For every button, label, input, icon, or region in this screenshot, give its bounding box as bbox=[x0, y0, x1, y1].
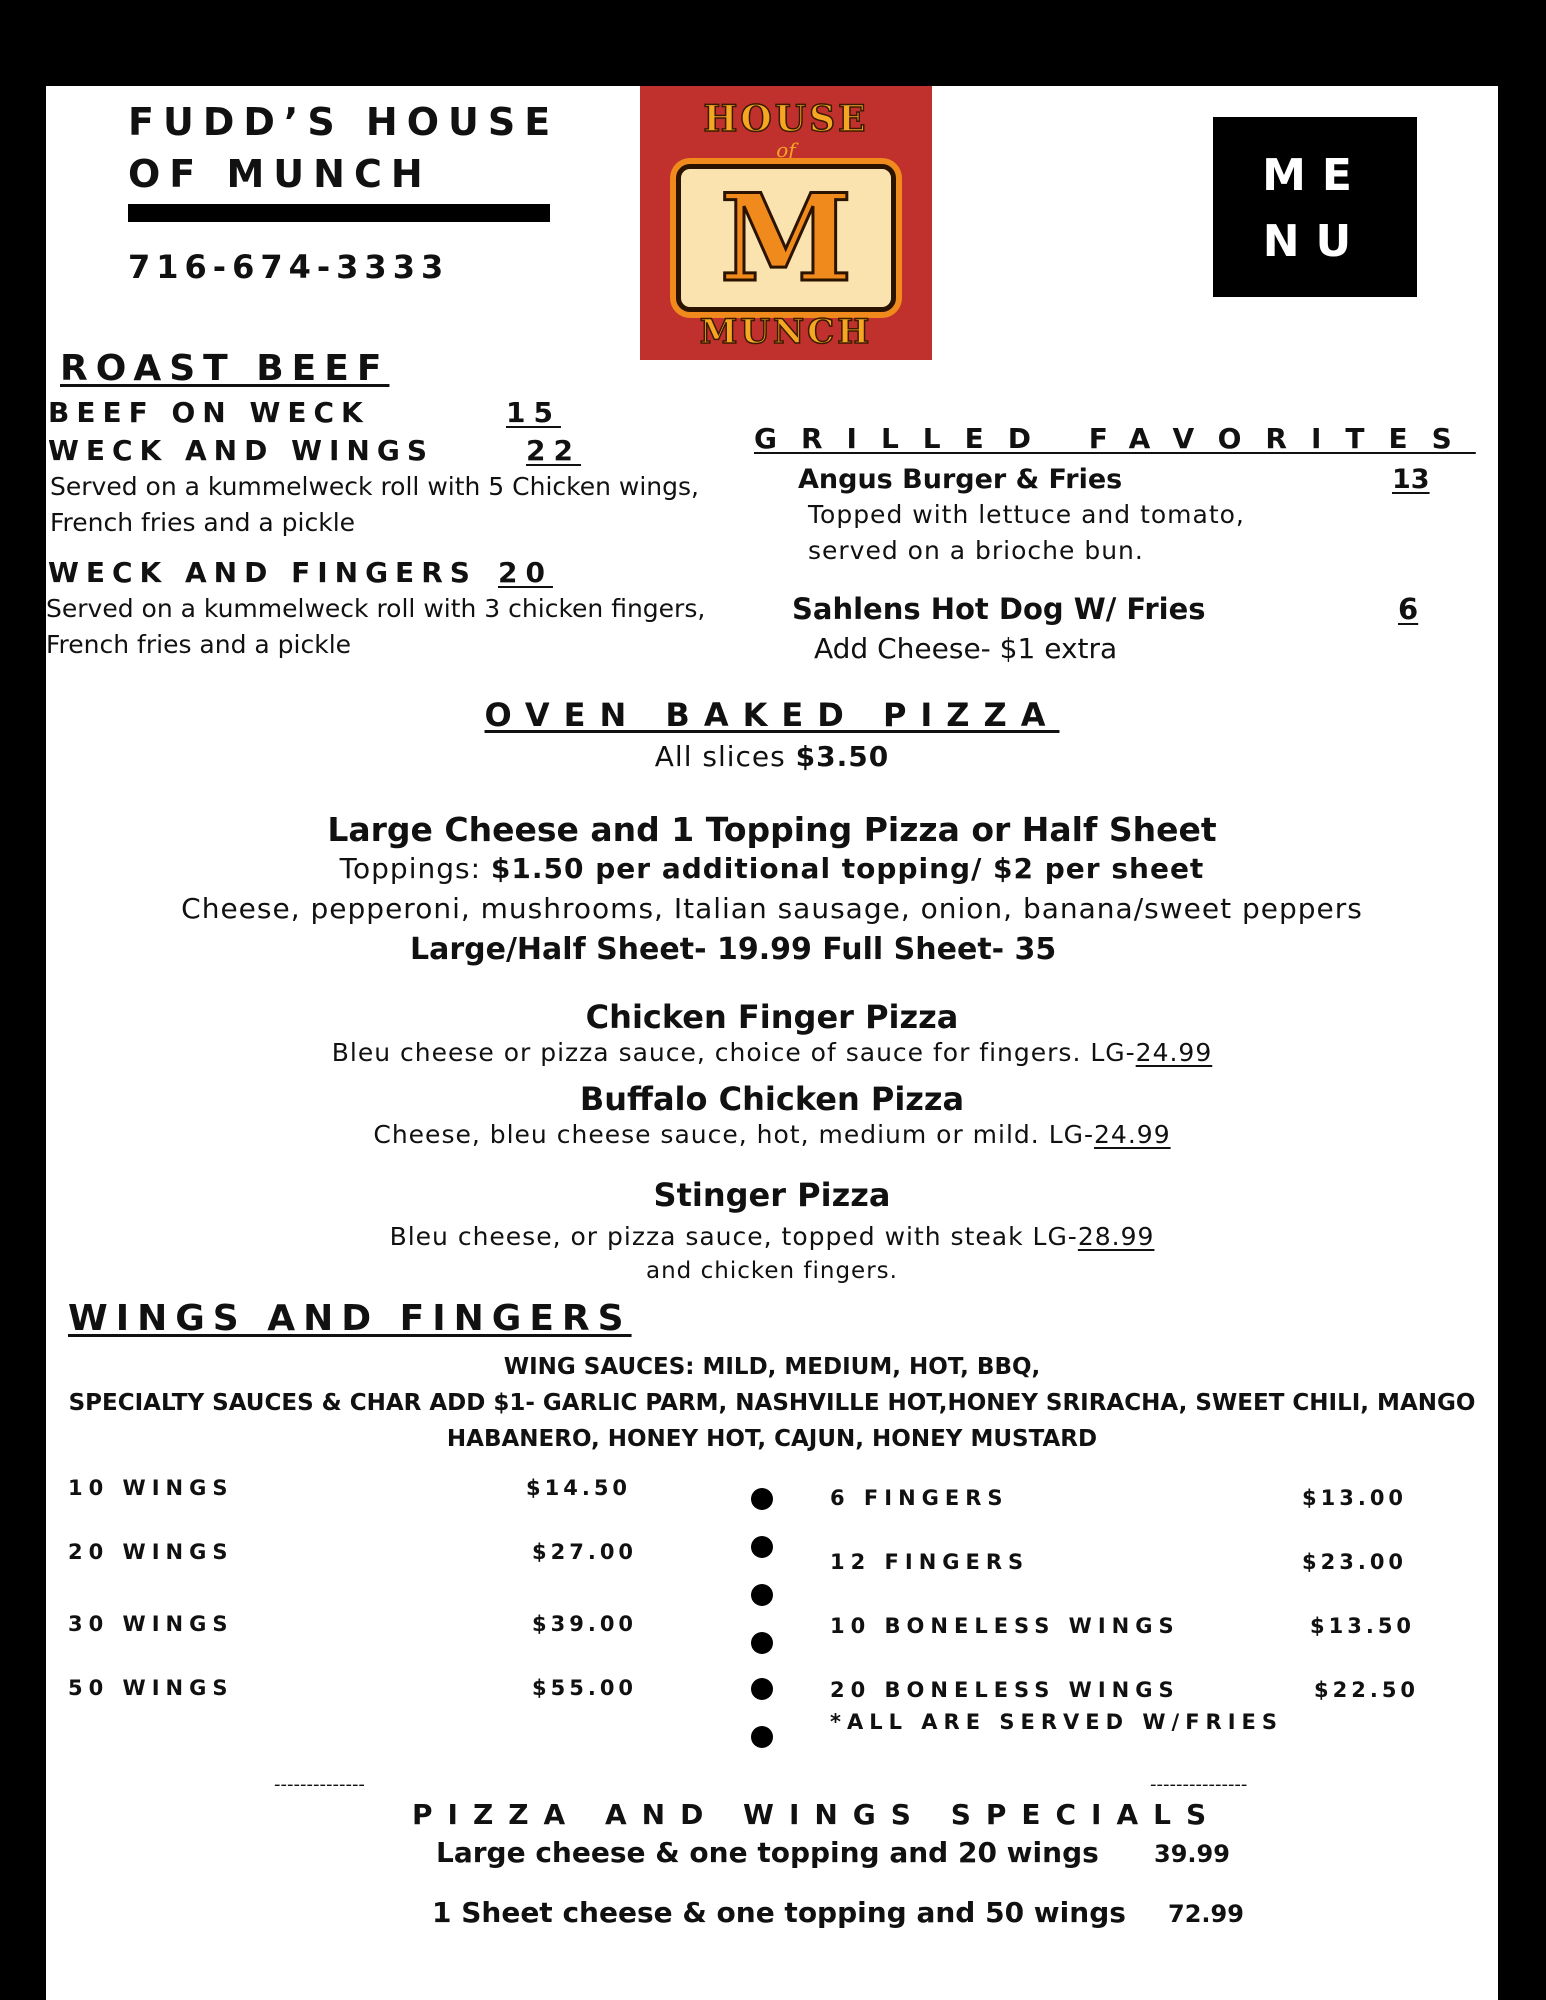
pizza-title: OVEN BAKED PIZZA bbox=[484, 696, 1060, 734]
pizza-sizes: Large/Half Sheet- 19.99 Full Sheet- 35 bbox=[410, 932, 1057, 967]
finger-item-price: $13.50 bbox=[1310, 1614, 1416, 1638]
logo-word-munch: MUNCH bbox=[699, 312, 873, 352]
wing-sauces: SPECIALTY SAUCES & CHAR ADD $1- GARLIC PARM, NASHVILLE HOT,HONEY SRIRACHA, SWEET CHILI, MANGO bbox=[68, 1390, 1476, 1416]
item-description: French fries and a pickle bbox=[46, 630, 352, 659]
item-price: 13 bbox=[1392, 464, 1430, 495]
menu-badge-line2: NU bbox=[1262, 216, 1368, 267]
item-description: French fries and a pickle bbox=[50, 508, 356, 537]
specialty-desc-text: Bleu cheese or pizza sauce, choice of sauce for fingers. LG- bbox=[331, 1038, 1136, 1067]
special-item-name: Large cheese & one topping and 20 wings bbox=[436, 1836, 1099, 1869]
wing-item-price: $55.00 bbox=[532, 1676, 638, 1700]
item-description: Served on a kummelweck roll with 5 Chicken wings, bbox=[50, 472, 699, 501]
bullet-dot bbox=[751, 1726, 773, 1748]
item-name: WECK AND WINGS bbox=[48, 434, 434, 467]
special-item-name: 1 Sheet cheese & one topping and 50 wings bbox=[432, 1896, 1126, 1929]
wing-item-name: 50 WINGS bbox=[68, 1676, 234, 1700]
roast-beef-title: ROAST BEEF bbox=[60, 348, 390, 389]
pizza-toppings bbox=[46, 852, 1498, 885]
toppings-label: Toppings: bbox=[339, 852, 491, 885]
specialty-pizza-name: Buffalo Chicken Pizza bbox=[579, 1080, 965, 1118]
divider-dashes: -------------- bbox=[274, 1774, 365, 1795]
wing-sauces: HABANERO, HONEY HOT, CAJUN, HONEY MUSTARD bbox=[446, 1426, 1098, 1452]
slices-price: $3.50 bbox=[795, 740, 890, 773]
item-name: Sahlens Hot Dog W/ Fries bbox=[792, 592, 1206, 626]
item-description: Add Cheese- $1 extra bbox=[814, 632, 1118, 665]
item-price: 20 bbox=[498, 556, 553, 589]
header-rule bbox=[128, 204, 550, 222]
logo-word-of: of bbox=[776, 138, 796, 162]
item-name: BEEF ON WECK bbox=[48, 396, 370, 429]
specialty-pizza-desc2: and chicken fingers. bbox=[646, 1258, 898, 1284]
menu-badge-line1: ME bbox=[1262, 150, 1368, 201]
specialty-pizza-name: Stinger Pizza bbox=[653, 1176, 891, 1214]
finger-item-name: 10 BONELESS WINGS bbox=[830, 1614, 1180, 1638]
logo-letter-m bbox=[676, 164, 896, 312]
house-of-munch-logo bbox=[640, 86, 932, 360]
bullet-dot bbox=[751, 1488, 773, 1510]
large-pizza-title: Large Cheese and 1 Topping Pizza or Half Sheet bbox=[327, 810, 1217, 849]
item-price: 22 bbox=[526, 434, 581, 467]
toppings-price: $1.50 per additional topping/ $2 per sheet bbox=[490, 852, 1205, 885]
item-price: 6 bbox=[1398, 592, 1419, 626]
logo-m-glyph: M bbox=[719, 168, 853, 309]
finger-item-name: 12 FINGERS bbox=[830, 1550, 1030, 1574]
bullet-dot bbox=[751, 1584, 773, 1606]
restaurant-name-line2: OF MUNCH bbox=[128, 152, 432, 196]
bullet-dot bbox=[751, 1678, 773, 1700]
item-price: 15 bbox=[506, 396, 561, 429]
specialty-price: 24.99 bbox=[1094, 1120, 1171, 1149]
slices-label: All slices bbox=[654, 740, 796, 773]
menu-badge bbox=[1213, 117, 1417, 297]
specials-title: PIZZA AND WINGS SPECIALS bbox=[412, 1798, 1222, 1831]
logo-word-house: HOUSE bbox=[703, 98, 869, 140]
menu-page bbox=[46, 86, 1498, 2000]
wing-item-name: 10 WINGS bbox=[68, 1476, 234, 1500]
wings-title: WINGS AND FINGERS bbox=[68, 1298, 632, 1339]
item-description: Served on a kummelweck roll with 3 chicken fingers, bbox=[46, 594, 706, 623]
finger-item-price: $23.00 bbox=[1302, 1550, 1408, 1574]
finger-item-name: 6 FINGERS bbox=[830, 1486, 1009, 1510]
specialty-desc-text: Bleu cheese, or pizza sauce, topped with steak LG- bbox=[389, 1222, 1078, 1251]
restaurant-name-line1: FUDD’S HOUSE bbox=[128, 100, 560, 144]
finger-item-price: $13.00 bbox=[1302, 1486, 1408, 1510]
grilled-favorites-title: GRILLED FAVORITES bbox=[754, 422, 1476, 455]
divider-dashes: --------------- bbox=[1150, 1774, 1248, 1795]
item-name: Angus Burger & Fries bbox=[798, 464, 1123, 495]
specialty-price: 24.99 bbox=[1135, 1038, 1213, 1067]
bullet-dot bbox=[751, 1632, 773, 1654]
item-description: Topped with lettuce and tomato, bbox=[808, 500, 1245, 529]
wing-item-name: 20 WINGS bbox=[68, 1540, 234, 1564]
wing-item-name: 30 WINGS bbox=[68, 1612, 234, 1636]
fries-note: *ALL ARE SERVED W/FRIES bbox=[830, 1710, 1283, 1734]
wing-item-price: $39.00 bbox=[532, 1612, 638, 1636]
finger-item-price: $22.50 bbox=[1314, 1678, 1420, 1702]
item-description: served on a brioche bun. bbox=[808, 536, 1144, 565]
finger-item-name: 20 BONELESS WINGS bbox=[830, 1678, 1180, 1702]
specialty-pizza-desc bbox=[46, 1038, 1498, 1067]
wing-sauces: WING SAUCES: MILD, MEDIUM, HOT, BBQ, bbox=[503, 1354, 1041, 1380]
toppings-list: Cheese, pepperoni, mushrooms, Italian sausage, onion, banana/sweet peppers bbox=[181, 892, 1363, 925]
wing-item-price: $14.50 bbox=[526, 1476, 632, 1500]
specialty-desc-text: Cheese, bleu cheese sauce, hot, medium or mild. LG- bbox=[373, 1120, 1095, 1149]
special-item-price: 39.99 bbox=[1154, 1840, 1230, 1868]
phone-number: 716-674-3333 bbox=[128, 248, 450, 286]
bullet-dot bbox=[751, 1536, 773, 1558]
item-name: WECK AND FINGERS bbox=[48, 556, 477, 589]
pizza-slices bbox=[46, 740, 1498, 773]
specialty-price: 28.99 bbox=[1077, 1222, 1155, 1251]
wing-item-price: $27.00 bbox=[532, 1540, 638, 1564]
specialty-pizza-desc bbox=[46, 1222, 1498, 1251]
special-item-price: 72.99 bbox=[1168, 1900, 1244, 1928]
specialty-pizza-desc bbox=[46, 1120, 1498, 1149]
specialty-pizza-name: Chicken Finger Pizza bbox=[585, 998, 959, 1036]
